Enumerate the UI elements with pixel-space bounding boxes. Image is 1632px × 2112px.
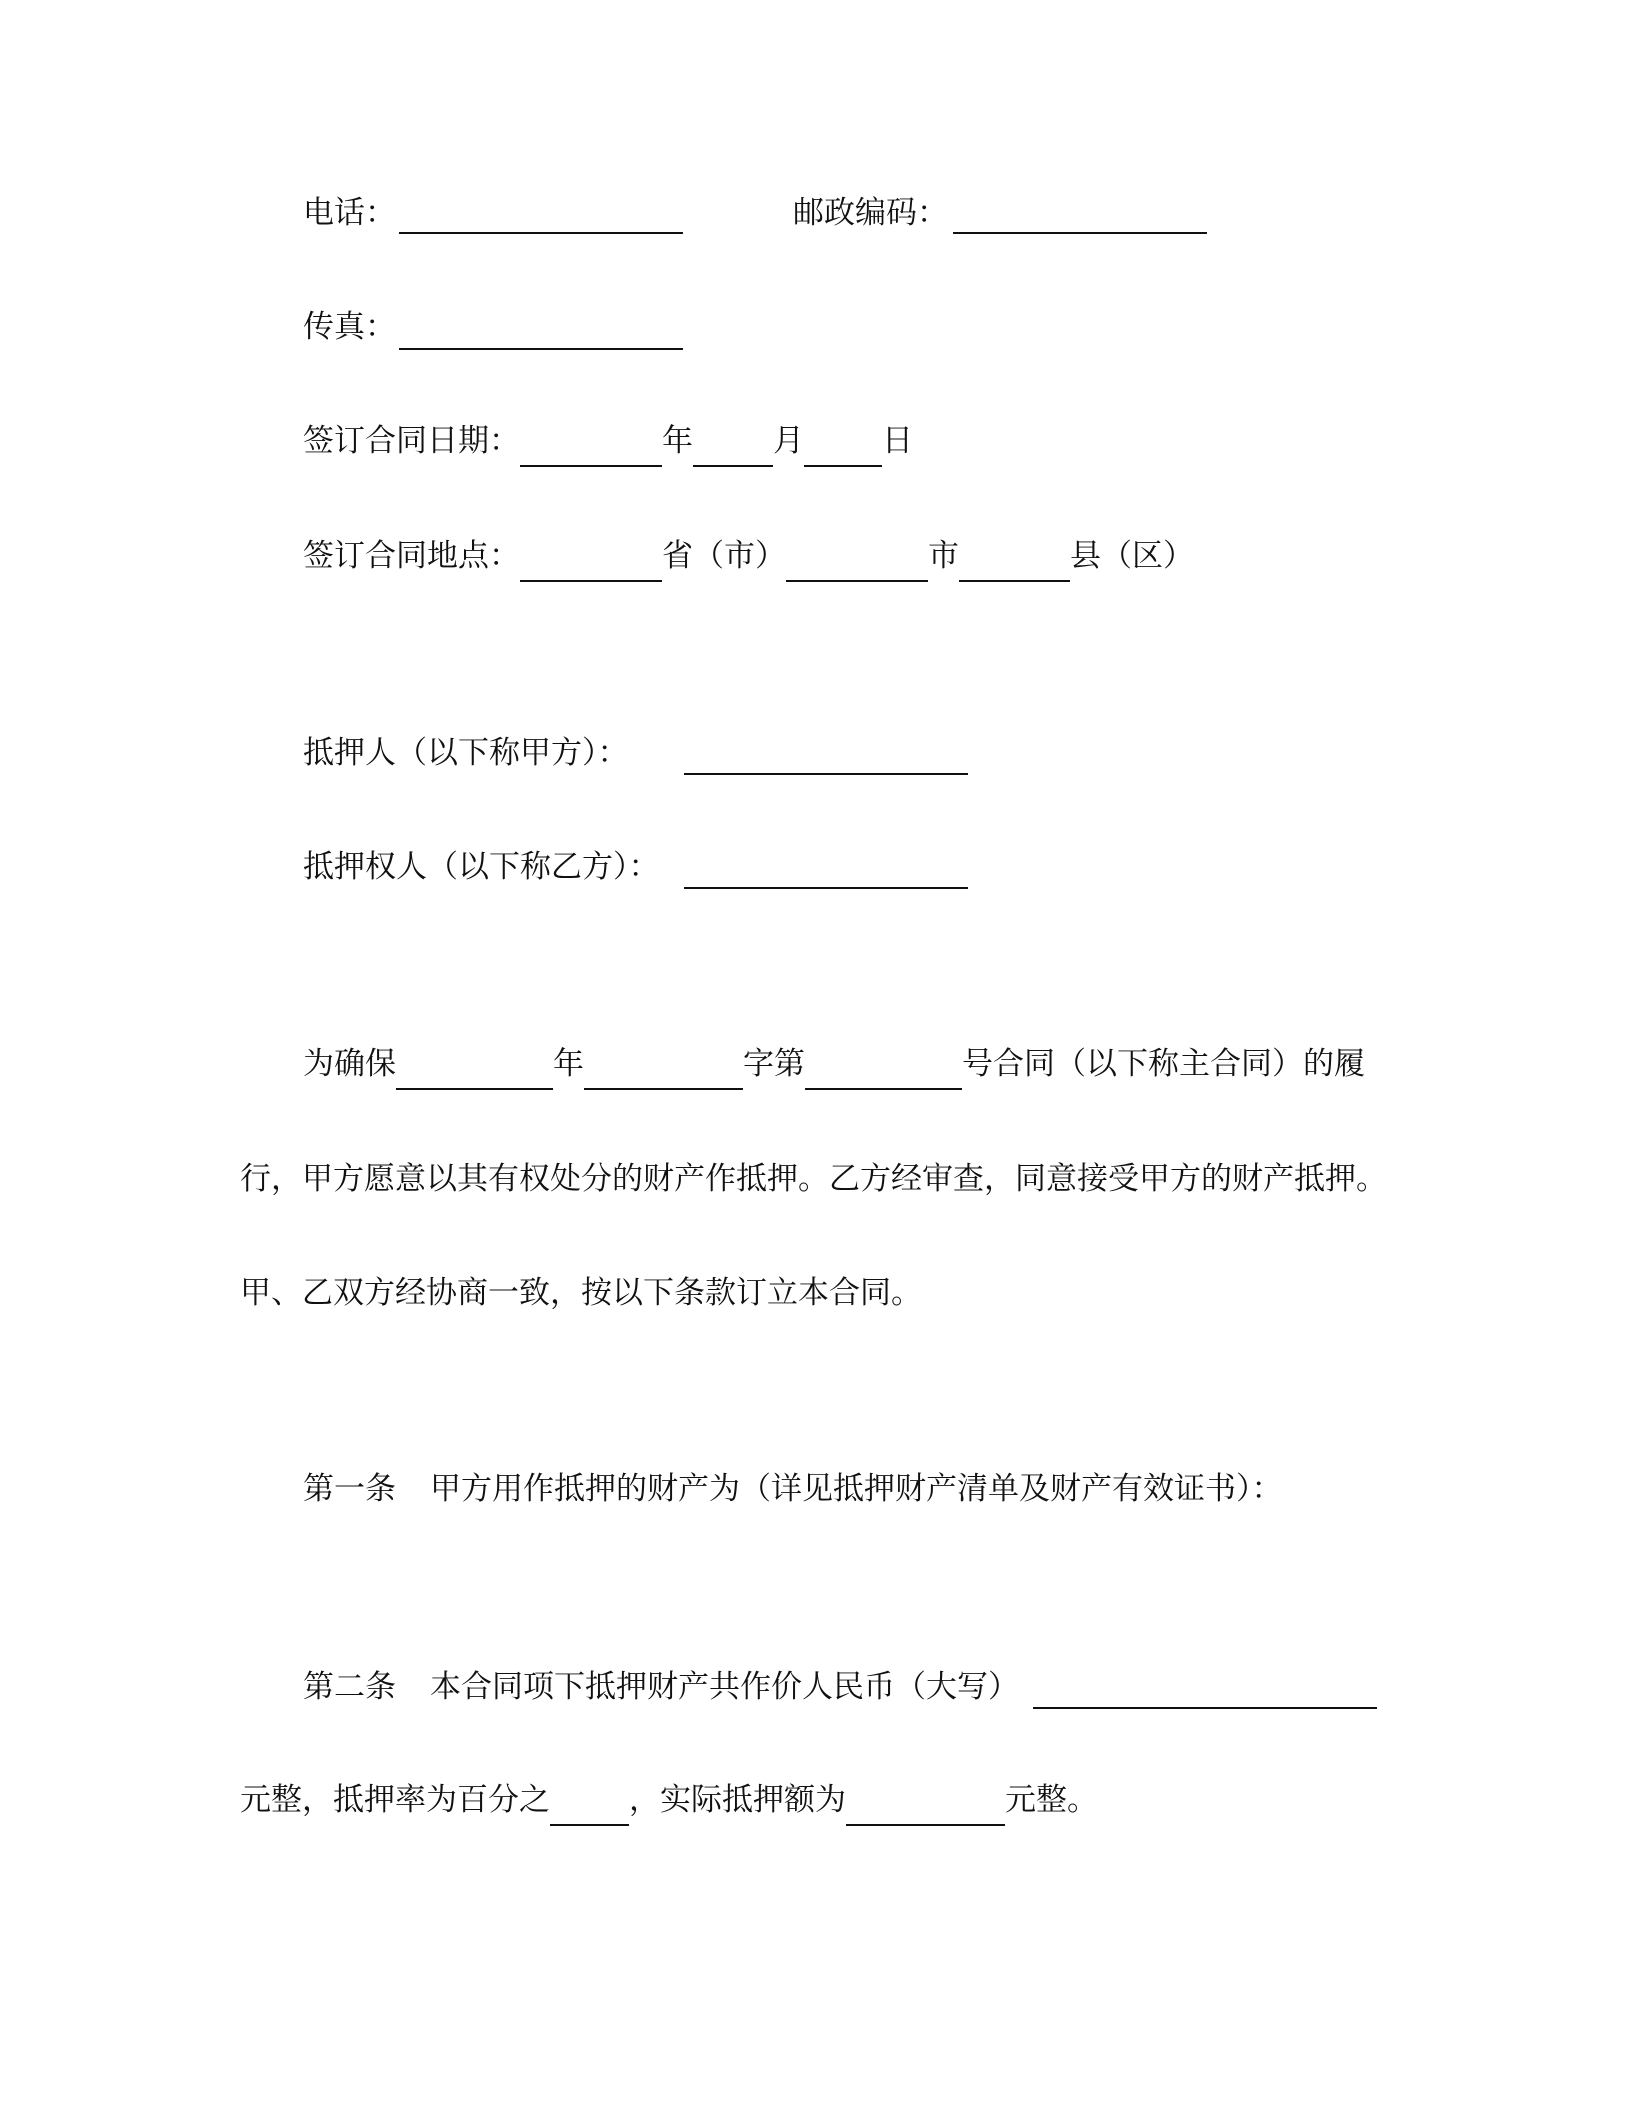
postcode-label: 邮政编码： [793, 195, 948, 230]
preamble-text: 甲、乙双方经协商一致，按以下条款订立本合同。 [240, 1275, 922, 1310]
mortgagor-label: 抵押人（以下称甲方）： [303, 735, 629, 770]
article-2-line-2 [240, 1780, 1098, 1820]
preamble-text: 字第 [743, 1046, 805, 1081]
preamble-line-2 [240, 1159, 1387, 1199]
sign-date-row [303, 421, 913, 461]
year-field[interactable] [520, 431, 662, 467]
fax-row [303, 307, 396, 347]
county-field[interactable] [959, 546, 1070, 582]
mortgagor-field[interactable] [684, 773, 968, 775]
day-field[interactable] [804, 431, 882, 467]
fax-label: 传真： [303, 309, 396, 344]
article-2 [303, 1667, 1019, 1707]
contract-number-field[interactable] [805, 1054, 962, 1090]
province-field[interactable] [520, 546, 662, 582]
sign-date-label: 签订合同日期： [303, 423, 520, 458]
city-field[interactable] [786, 546, 928, 582]
city-label: 市 [928, 538, 959, 573]
article-number: 第二条 [303, 1669, 396, 1704]
phone-label: 电话： [303, 195, 396, 230]
mortgagee-label: 抵押权人（以下称乙方）： [303, 849, 660, 884]
postcode-row [793, 193, 948, 233]
article-text: 甲方用作抵押的财产为（详见抵押财产清单及财产有效证书）： [430, 1471, 1283, 1506]
month-label: 月 [773, 423, 804, 458]
phone-field[interactable] [399, 232, 683, 234]
year-label: 年 [662, 423, 693, 458]
postcode-field[interactable] [953, 232, 1207, 234]
fax-field[interactable] [399, 348, 683, 350]
preamble-line-1 [303, 1044, 1365, 1084]
article-1 [303, 1469, 1283, 1509]
article-text: 本合同项下抵押财产共作价人民币（大写） [430, 1669, 1019, 1704]
article-text: ，实际抵押额为 [629, 1782, 846, 1817]
article-number: 第一条 [303, 1471, 396, 1506]
article-text: 元整，抵押率为百分之 [240, 1782, 550, 1817]
mortgagor-row [303, 733, 629, 773]
mortgagee-row [303, 847, 660, 887]
mortgage-amount-field[interactable] [846, 1790, 1005, 1826]
month-field[interactable] [693, 431, 773, 467]
preamble-line-3 [240, 1273, 922, 1313]
preamble-text: 行，甲方愿意以其有权处分的财产作抵押。乙方经审查，同意接受甲方的财产抵押。 [240, 1161, 1387, 1196]
preamble-text: 为确保 [303, 1046, 396, 1081]
preamble-text: 号合同（以下称主合同）的履 [962, 1046, 1365, 1081]
mortgage-rate-field[interactable] [550, 1790, 629, 1826]
article-text: 元整。 [1005, 1782, 1098, 1817]
sign-place-label: 签订合同地点： [303, 538, 520, 573]
sign-place-row [303, 536, 1194, 576]
province-label: 省（市） [662, 538, 786, 573]
preamble-text: 年 [553, 1046, 584, 1081]
day-label: 日 [882, 423, 913, 458]
mortgagee-field[interactable] [684, 887, 968, 889]
phone-row [303, 193, 396, 233]
contract-year-field[interactable] [396, 1054, 553, 1090]
contract-word-field[interactable] [584, 1054, 743, 1090]
valuation-amount-field[interactable] [1033, 1707, 1377, 1709]
county-label: 县（区） [1070, 538, 1194, 573]
